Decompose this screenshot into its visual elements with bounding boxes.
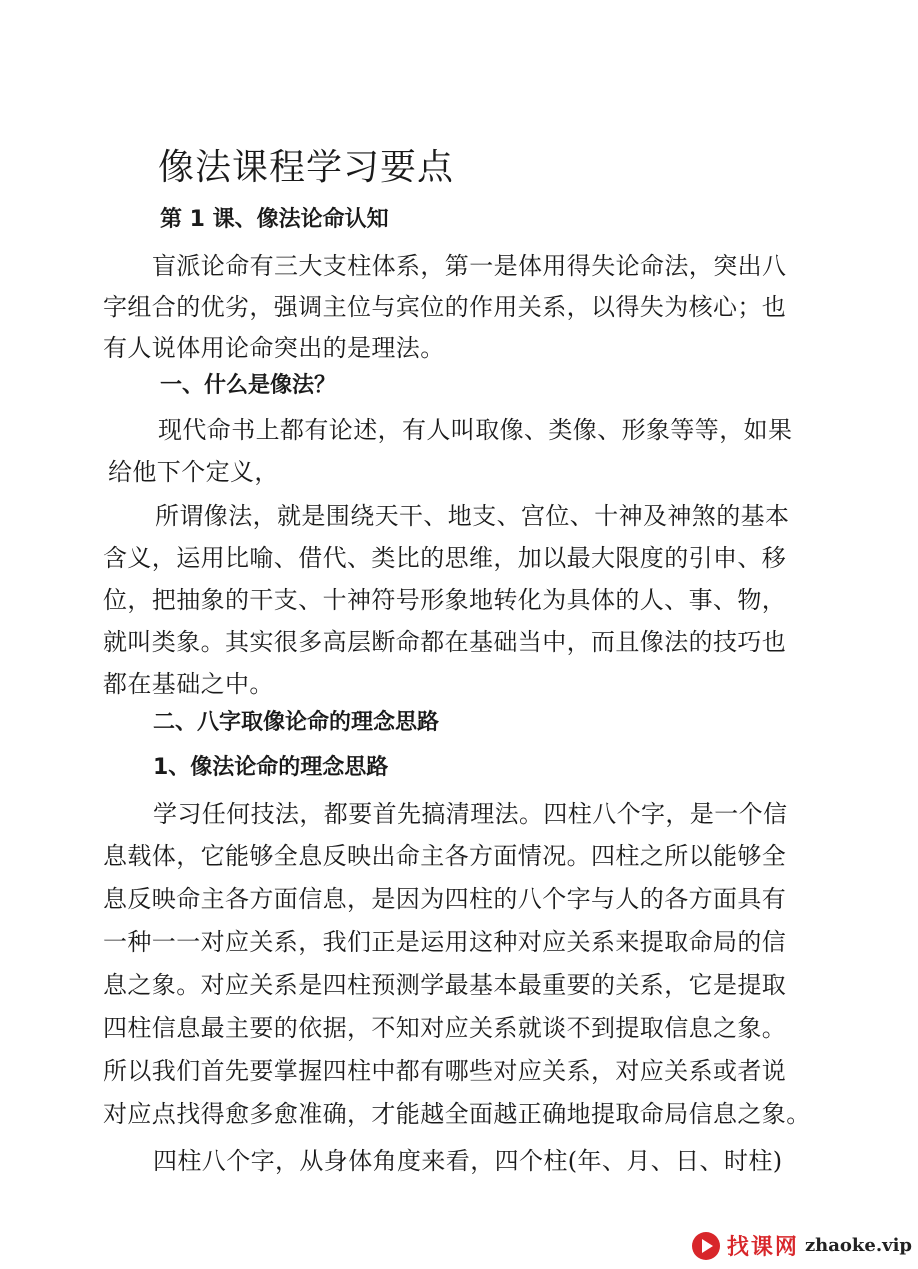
section2-heading: 二、八字取像论命的理念思路 bbox=[153, 710, 440, 735]
watermark-cn-text: 找课网 bbox=[726, 1235, 799, 1260]
sub1-heading: 1、像法论命的理念思路 bbox=[153, 755, 389, 780]
intro-line-2: 字组合的优劣，强调主位与宾位的作用关系，以得失为核心；也 bbox=[103, 293, 787, 321]
intro-line-3: 有人说体用论命突出的是理法。 bbox=[103, 334, 445, 362]
sub1-p1-line-5: 息之象。对应关系是四柱预测学最基本最重要的关系，它是提取 bbox=[103, 971, 787, 999]
section1-p2-line-5: 都在基础之中。 bbox=[103, 670, 274, 698]
section1-p1-line-1: 现代命书上都有论述，有人叫取像、类像、形象等等，如果 bbox=[158, 416, 793, 444]
sub1-p1-line-3: 息反映命主各方面信息，是因为四柱的八个字与人的各方面具有 bbox=[103, 885, 787, 913]
intro-line-1: 盲派论命有三大支柱体系，第一是体用得失论命法，突出八 bbox=[152, 252, 787, 280]
sub1-p1-line-8: 对应点找得愈多愈准确，才能越全面越正确地提取命局信息之象。 bbox=[103, 1100, 811, 1128]
sub1-p1-line-1: 学习任何技法，都要首先搞清理法。四柱八个字，是一个信 bbox=[153, 800, 788, 828]
lesson-heading: 第 1 课、像法论命认知 bbox=[160, 207, 389, 232]
play-circle-icon bbox=[691, 1231, 721, 1261]
document-title: 像法课程学习要点 bbox=[158, 147, 455, 188]
site-watermark[interactable] bbox=[691, 1230, 912, 1261]
sub1-p1-line-4: 一种一一对应关系，我们正是运用这种对应关系来提取命局的信 bbox=[103, 928, 787, 956]
watermark-en-text: zhaoke.vip bbox=[804, 1235, 912, 1256]
sub1-p1-line-6: 四柱信息最主要的依据，不知对应关系就谈不到提取信息之象。 bbox=[103, 1014, 787, 1042]
sub1-p1-line-7: 所以我们首先要掌握四柱中都有哪些对应关系，对应关系或者说 bbox=[103, 1057, 787, 1085]
section1-p2-line-3: 位，把抽象的干支、十神符号形象地转化为具体的人、事、物， bbox=[103, 586, 787, 614]
section1-p2-line-4: 就叫类象。其实很多高层断命都在基础当中，而且像法的技巧也 bbox=[103, 628, 787, 656]
section1-p2-line-2: 含义，运用比喻、借代、类比的思维，加以最大限度的引申、移 bbox=[103, 544, 787, 572]
section1-p2-line-1: 所谓像法，就是围绕天干、地支、宫位、十神及神煞的基本 bbox=[155, 502, 790, 530]
section1-p1-line-2: 给他下个定义， bbox=[108, 458, 279, 486]
section1-heading: 一、什么是像法？ bbox=[160, 373, 337, 398]
sub1-p2-line-1: 四柱八个字，从身体角度来看，四个柱(年、月、日、时柱) bbox=[153, 1147, 783, 1175]
sub1-p1-line-2: 息载体，它能够全息反映出命主各方面情况。四柱之所以能够全 bbox=[103, 842, 787, 870]
